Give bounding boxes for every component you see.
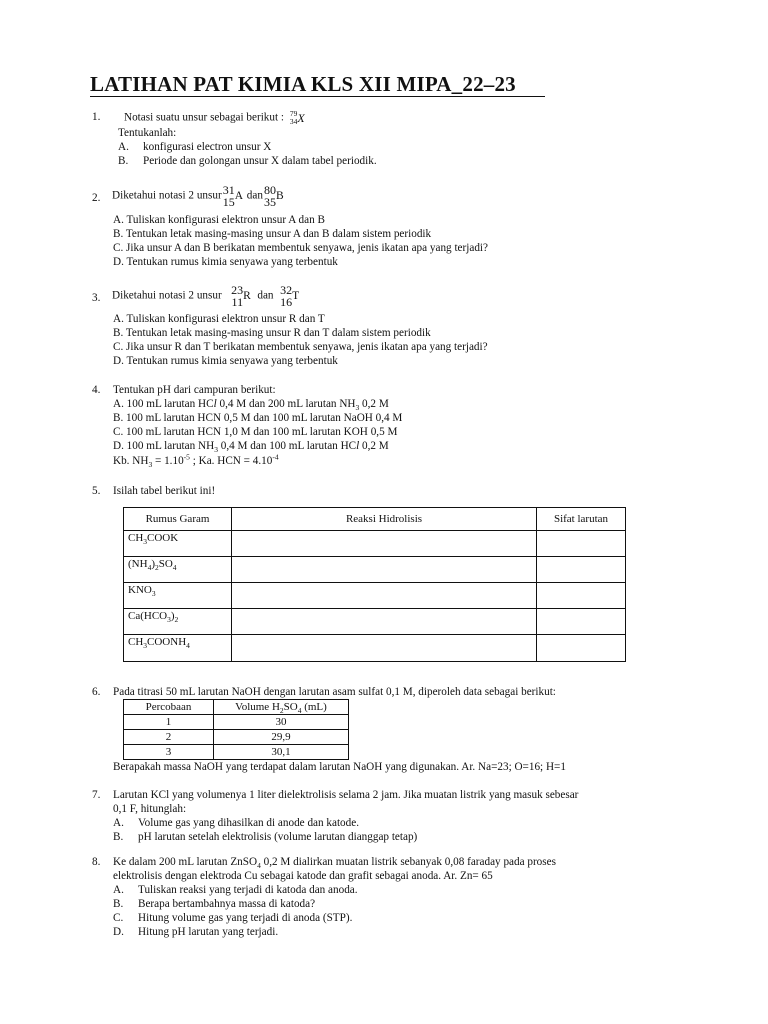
q1-stem: [124, 110, 305, 126]
reaction-cell[interactable]: [232, 557, 537, 583]
q3-stem: [112, 284, 300, 308]
q1-nuclide: [290, 110, 305, 126]
q4-d-part3: 0,2 M: [359, 440, 389, 452]
q8-line1-part2: 0,2 M dialirkan muatan listrik sebanyak 0,08 faraday pada proses: [260, 856, 556, 868]
q3-number: 3.: [92, 292, 101, 304]
trial-number: 1: [124, 715, 214, 730]
q4-number: 4.: [92, 384, 101, 396]
q3-t-mass: 32: [280, 283, 293, 297]
q7-option-a-label: A.: [113, 817, 124, 829]
q2-nuclide-b: [264, 184, 284, 208]
table-row: [124, 557, 626, 583]
q8-option-b: Berapa bertambahnya massa di katoda?: [138, 898, 316, 910]
q8-line1-sub: 4: [257, 861, 261, 871]
formula-text: Ca(HCO: [128, 610, 168, 622]
q3-r-atomic: 11: [231, 295, 244, 309]
q2-b-symbol: B: [275, 190, 284, 202]
volume-value: 29,9: [214, 730, 349, 745]
q2-number: 2.: [92, 192, 101, 204]
q8-option-a: Tuliskan reaksi yang terjadi di katoda dan anoda.: [138, 884, 358, 896]
col-header-volume: [214, 700, 349, 715]
q3-option-a: A. Tuliskan konfigurasi elektron unsur R dan T: [113, 313, 325, 325]
q4-a-part1: A. 100 mL larutan HC: [113, 398, 214, 410]
q3-option-c: C. Jika unsur R dan T berikatan membentuk senyawa, jenis ikatan apa yang terjadi?: [113, 341, 488, 353]
reaction-cell[interactable]: [232, 531, 537, 557]
q2-stem: [112, 184, 285, 208]
q2-a-atomic: 15: [222, 195, 235, 209]
q3-nuclide-r: [231, 284, 251, 308]
q7-option-a: Volume gas yang dihasilkan di anode dan katode.: [138, 817, 360, 829]
formula-sub: 4: [147, 563, 152, 573]
volume-header-part2: SO: [283, 700, 298, 713]
q7-option-b-label: B.: [113, 831, 124, 843]
salt-formula: [124, 557, 232, 583]
q4-option-b: B. 100 mL larutan HCN 0,5 M dan 100 mL larutan NaOH 0,4 M: [113, 412, 403, 424]
salt-formula: [124, 531, 232, 557]
formula-sub: 2: [154, 563, 159, 573]
table-row: [124, 635, 626, 662]
volume-value: 30,1: [214, 745, 349, 760]
q2-option-c: C. Jika unsur A dan B berikatan membentuk senyawa, jenis ikatan apa yang terjadi?: [113, 242, 488, 254]
q8-line2: elektrolisis dengan elektroda Cu sebagai katode dan grafit sebagai anoda. Ar. Zn= 65: [113, 870, 493, 882]
q4-d-part2: 0,4 M dan 100 mL larutan HC: [217, 440, 357, 452]
q1-intro: Tentukanlah:: [118, 127, 177, 139]
q7-number: 7.: [92, 789, 101, 801]
q2-b-mass: 80: [263, 183, 276, 197]
q6-question: Berapakah massa NaOH yang terdapat dalam larutan NaOH yang digunakan. Ar. Na=23; O=16; H=1: [113, 761, 566, 773]
q3-and: dan: [257, 289, 274, 302]
q2-a-mass: 31: [222, 183, 235, 197]
table-row: [124, 531, 626, 557]
table-row: [124, 730, 349, 745]
q3-stem-text: Diketahui notasi 2 unsur: [112, 289, 222, 302]
table-row: [124, 745, 349, 760]
q4-constants: [113, 454, 279, 468]
property-cell[interactable]: [537, 531, 626, 557]
q3-r-mass: 23: [231, 283, 244, 297]
reaction-cell[interactable]: [232, 635, 537, 662]
q7-option-b: pH larutan setelah elektrolisis (volume larutan dianggap tetap): [138, 831, 418, 843]
q2-nuclide-a: [223, 184, 243, 208]
formula-text: CH: [128, 636, 144, 648]
formula-text: ): [170, 610, 175, 622]
formula-text: CH: [128, 532, 144, 544]
col-header-property: Sifat larutan: [537, 508, 626, 531]
q4-a-italic-l: l: [213, 398, 217, 410]
q4-d-italic-l: l: [356, 440, 360, 452]
q4-d-part1: D. 100 mL larutan NH: [113, 440, 215, 452]
titration-table: [123, 699, 349, 760]
q3-option-d: D. Tentukan rumus kimia senyawa yang terbentuk: [113, 355, 338, 367]
q5-stem: Isilah tabel berikut ini!: [113, 485, 216, 497]
table-row: [124, 715, 349, 730]
volume-value: 30: [214, 715, 349, 730]
q8-line1-part1: Ke dalam 200 mL larutan ZnSO: [113, 856, 258, 868]
q4-kb-sup: -5: [183, 452, 190, 462]
q8-line1: [113, 855, 556, 869]
q4-kb-sub: 3: [148, 460, 153, 470]
q4-stem: Tentukan pH dari campuran berikut:: [113, 384, 276, 396]
table-row: [124, 583, 626, 609]
q3-nuclide-t: [280, 284, 299, 308]
salt-formula: [124, 609, 232, 635]
q4-option-c: C. 100 mL larutan HCN 1,0 M dan 100 mL larutan KOH 0,5 M: [113, 426, 398, 438]
page-title: LATIHAN PAT KIMIA KLS XII MIPA_22–23: [90, 72, 516, 96]
q5-number: 5.: [92, 485, 101, 497]
q3-option-b: B. Tentukan letak masing-masing unsur R dan T dalam sistem periodik: [113, 327, 431, 339]
q1-option-b-label: B.: [118, 155, 129, 167]
q4-option-d: [113, 439, 389, 453]
q7-line2: 0,1 F, hitunglah:: [113, 803, 187, 815]
table-row: [124, 609, 626, 635]
trial-number: 2: [124, 730, 214, 745]
trial-number: 3: [124, 745, 214, 760]
formula-text: (NH: [128, 558, 148, 570]
q2-b-atomic: 35: [263, 195, 276, 209]
formula-sub: 3: [143, 641, 148, 651]
q4-a-part2: 0,4 M dan 200 mL larutan NH: [216, 398, 356, 410]
col-header-reaction: Reaksi Hidrolisis: [232, 508, 537, 531]
q1-option-a-label: A.: [118, 141, 129, 153]
q6-number: 6.: [92, 686, 101, 698]
q1-option-b: Periode dan golongan unsur X dalam tabel periodik.: [143, 155, 377, 167]
q8-option-c-label: C.: [113, 912, 124, 924]
q2-stem-text: Diketahui notasi 2 unsur: [112, 189, 222, 202]
q4-kb-part2: = 1.10: [152, 455, 184, 467]
q2-option-b: B. Tentukan letak masing-masing unsur A dan B dalam sistem periodik: [113, 228, 432, 240]
q2-a-symbol: A: [234, 190, 243, 202]
q4-kb-part1: Kb. NH: [113, 455, 149, 467]
q8-option-d-label: D.: [113, 926, 124, 938]
formula-sub: 3: [167, 615, 171, 625]
q2-option-a: A. Tuliskan konfigurasi elektron unsur A dan B: [113, 214, 325, 226]
formula-sub: 4: [186, 641, 190, 651]
q2-and: dan: [246, 189, 263, 202]
salt-formula: [124, 635, 232, 662]
formula-text: COONH: [147, 636, 187, 648]
q3-t-atomic: 16: [280, 295, 293, 309]
q3-t-symbol: T: [292, 290, 300, 302]
volume-header-sub1: 2: [279, 705, 284, 715]
property-cell[interactable]: [537, 635, 626, 662]
formula-text: ): [151, 558, 155, 570]
hydrolysis-table-header: [124, 508, 626, 531]
q1-atomic-number: 34: [289, 117, 298, 126]
q1-stem-text: Notasi suatu unsur sebagai berikut :: [124, 111, 285, 124]
property-cell[interactable]: [537, 609, 626, 635]
title-underline: [90, 96, 545, 97]
reaction-cell[interactable]: [232, 583, 537, 609]
property-cell[interactable]: [537, 557, 626, 583]
q4-ka-sup: -4: [272, 452, 279, 462]
formula-text: COOK: [147, 532, 179, 544]
q6-stem: Pada titrasi 50 mL larutan NaOH dengan larutan asam sulfat 0,1 M, diperoleh data sebagai berikut:: [113, 686, 556, 698]
q4-a-sub: 3: [355, 403, 360, 413]
hydrolysis-table: [123, 507, 626, 662]
formula-sub: 2: [174, 615, 179, 625]
volume-header-sub2: 4: [297, 705, 302, 715]
q4-option-a: [113, 397, 389, 411]
col-header-formula: Rumus Garam: [124, 508, 232, 531]
formula-sub: 3: [151, 589, 156, 599]
q8-option-a-label: A.: [113, 884, 124, 896]
formula-text: SO: [158, 558, 173, 570]
q3-r-symbol: R: [243, 290, 251, 302]
volume-header-part3: (mL): [301, 700, 327, 713]
q1-option-a: konfigurasi electron unsur X: [143, 141, 272, 153]
q8-number: 8.: [92, 856, 101, 868]
q7-line1: Larutan KCl yang volumenya 1 liter dielektrolisis selama 2 jam. Jika muatan listrik yang masuk sebesar: [113, 789, 579, 801]
reaction-cell[interactable]: [232, 609, 537, 635]
q1-mass-number: 79: [289, 109, 298, 118]
formula-sub: 4: [172, 563, 177, 573]
q4-d-sub: 3: [214, 445, 218, 455]
salt-formula: [124, 583, 232, 609]
volume-header-part1: Volume H: [235, 700, 280, 713]
formula-sub: 3: [143, 537, 148, 547]
q4-ka-part: ; Ka. HCN = 4.10: [189, 455, 273, 467]
formula-text: KNO: [128, 584, 152, 596]
q8-option-b-label: B.: [113, 898, 124, 910]
q8-option-d: Hitung pH larutan yang terjadi.: [138, 926, 279, 938]
q1-symbol: X: [297, 111, 305, 125]
q2-option-d: D. Tentukan rumus kimia senyawa yang terbentuk: [113, 256, 338, 268]
col-header-trial: Percobaan: [124, 700, 214, 715]
property-cell[interactable]: [537, 583, 626, 609]
q8-option-c: Hitung volume gas yang terjadi di anoda (STP).: [138, 912, 353, 924]
q4-a-part3: 0,2 M: [359, 398, 389, 410]
titration-table-header: [124, 700, 349, 715]
q1-number: 1.: [92, 111, 101, 123]
